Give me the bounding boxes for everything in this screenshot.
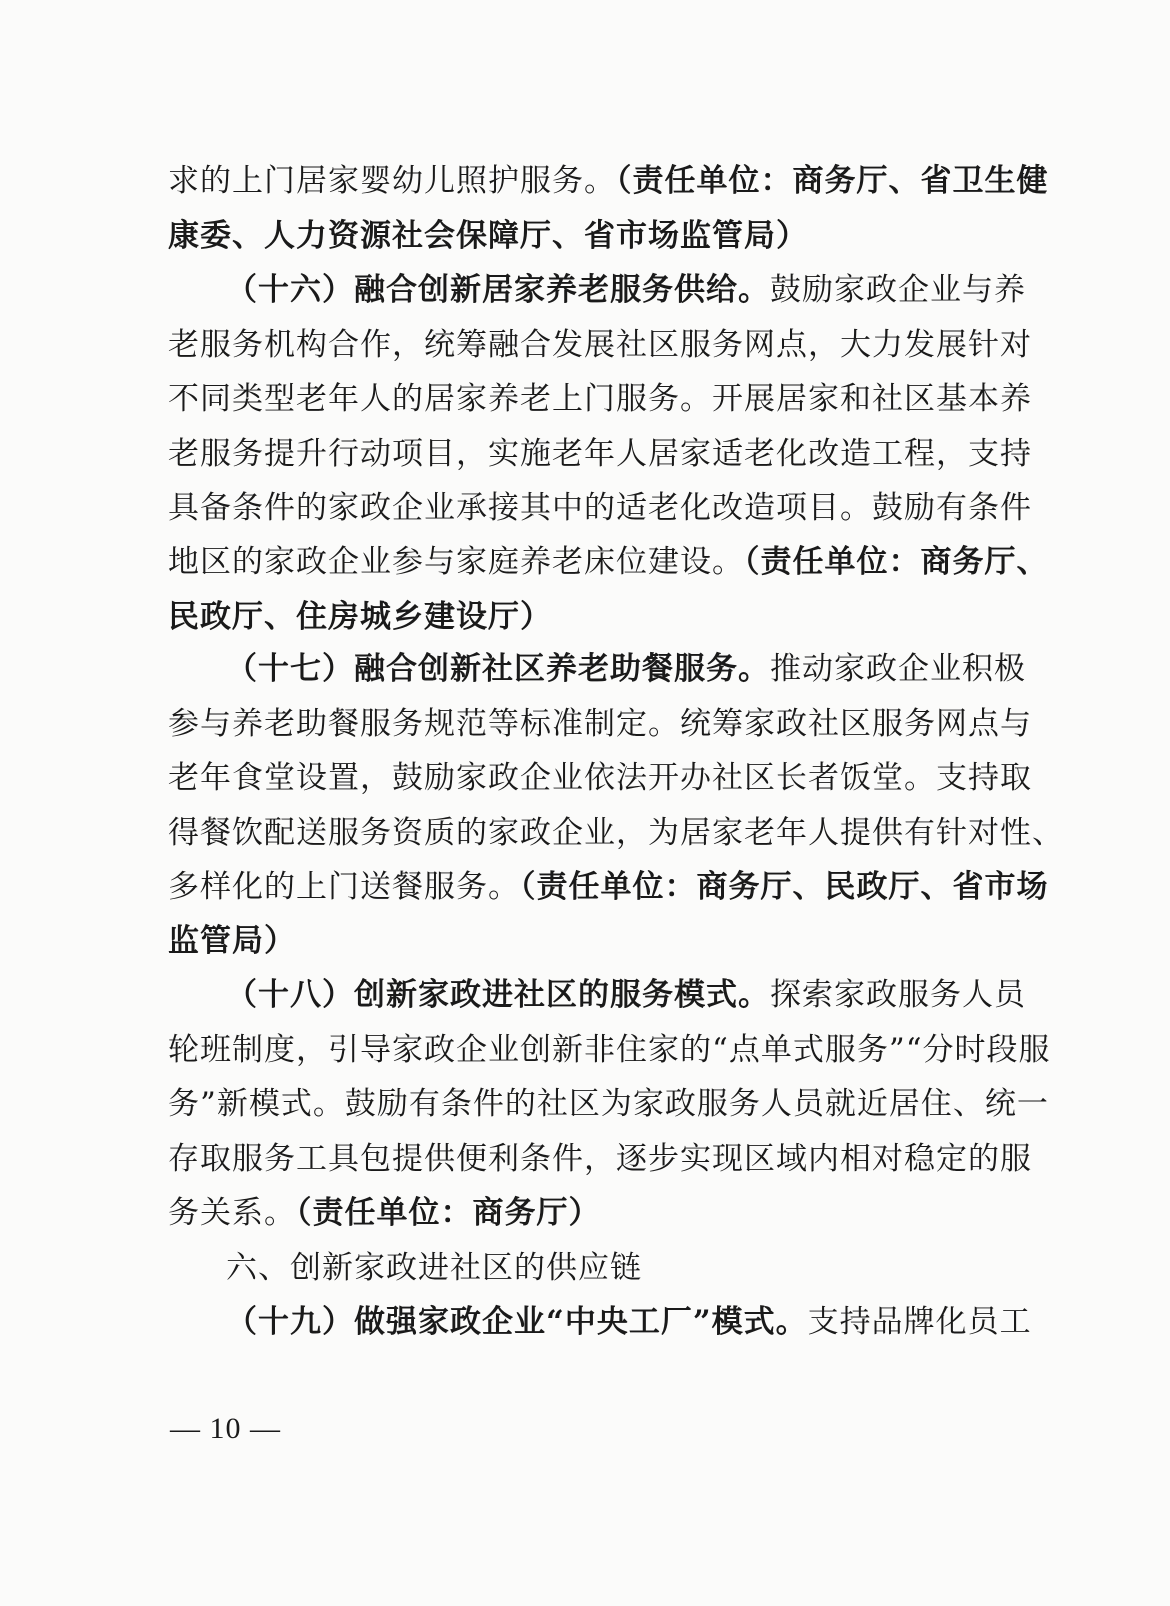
bold-text: （十八）创新家政进社区的服务模式。 xyxy=(226,977,770,1013)
body-text-span: 鼓励家政企业与养 xyxy=(770,272,1026,308)
text-line xyxy=(168,369,1032,429)
bold-text: （十六）融合创新居家养老服务供给。 xyxy=(226,272,770,308)
text-line xyxy=(226,1292,1032,1352)
body-text-span: 多样化的上门送餐服务。 xyxy=(168,869,520,905)
text-line xyxy=(168,1074,1049,1134)
bold-text: （责任单位：商务厅） xyxy=(296,1195,601,1231)
body-text-span: 得餐饮配送服务资质的家政企业，为居家老年人提供有针对性、 xyxy=(168,815,1064,851)
body-text-span: 老服务提升行动项目，实施老年人居家适老化改造工程，支持 xyxy=(168,436,1032,472)
text-line xyxy=(168,857,1049,917)
text-line xyxy=(168,911,1013,971)
text-line xyxy=(226,965,1026,1025)
body-text-span: 推动家政企业积极 xyxy=(770,651,1026,687)
body-text-span: 不同类型老年人的居家养老上门服务。开展居家和社区基本养 xyxy=(168,381,1032,417)
bold-text: （责任单位：商务厅、 xyxy=(744,544,1049,580)
body-text-span: 六、创新家政进社区的供应链 xyxy=(226,1250,642,1286)
text-line xyxy=(226,639,1026,699)
text-line xyxy=(168,1020,1051,1080)
bold-text: （责任单位：商务厅、省卫生健 xyxy=(616,163,1049,199)
text-line xyxy=(168,478,1032,538)
bold-text: （十九）做强家政企业“中央工厂”模式。 xyxy=(226,1304,808,1340)
text-line xyxy=(226,1238,1013,1298)
body-text-span: 求的上门居家婴幼儿照护服务。 xyxy=(168,163,616,199)
body-text-span: 支持品牌化员工 xyxy=(807,1304,1032,1340)
body-text-span: 务”新模式。鼓励有条件的社区为家政服务人员就近居住、统一 xyxy=(168,1086,1049,1122)
body-text-span: 轮班制度，引导家政企业创新非住家的“点单式服务”“分时段服 xyxy=(168,1032,1051,1068)
page-number: — 10 — xyxy=(170,1412,281,1445)
text-line xyxy=(168,151,1049,211)
text-line xyxy=(168,424,1032,484)
bold-text: （十七）融合创新社区养老助餐服务。 xyxy=(226,651,770,687)
text-line xyxy=(168,748,1032,808)
text-line xyxy=(168,532,1049,592)
body-text-span: 具备条件的家政企业承接其中的适老化改造项目。鼓励有条件 xyxy=(168,490,1032,526)
text-line xyxy=(168,587,1013,647)
bold-text: 康委、人力资源社会保障厅、省市场监管局） xyxy=(168,218,808,254)
text-line xyxy=(168,315,1032,375)
bold-text: （责任单位：商务厅、民政厅、省市场 xyxy=(520,869,1049,905)
text-line xyxy=(168,803,1064,863)
body-text-span: 老服务机构合作，统筹融合发展社区服务网点，大力发展针对 xyxy=(168,327,1032,363)
text-line xyxy=(168,206,1013,266)
bold-text: 监管局） xyxy=(168,923,296,959)
body-text-span: 探索家政服务人员 xyxy=(770,977,1026,1013)
body-text-span: 地区的家政企业参与家庭养老床位建设。 xyxy=(168,544,744,580)
bold-text: 民政厅、住房城乡建设厅） xyxy=(168,599,552,635)
body-text-span: 参与养老助餐服务规范等标准制定。统筹家政社区服务网点与 xyxy=(168,706,1032,742)
text-line xyxy=(226,260,1026,320)
text-line xyxy=(168,1183,1013,1243)
body-text-span: 老年食堂设置，鼓励家政企业依法开办社区长者饭堂。支持取 xyxy=(168,760,1032,796)
text-line xyxy=(168,1129,1032,1189)
text-line xyxy=(168,694,1032,754)
body-text-span: 务关系。 xyxy=(168,1195,296,1231)
body-text-span: 存取服务工具包提供便利条件，逐步实现区域内相对稳定的服 xyxy=(168,1141,1032,1177)
